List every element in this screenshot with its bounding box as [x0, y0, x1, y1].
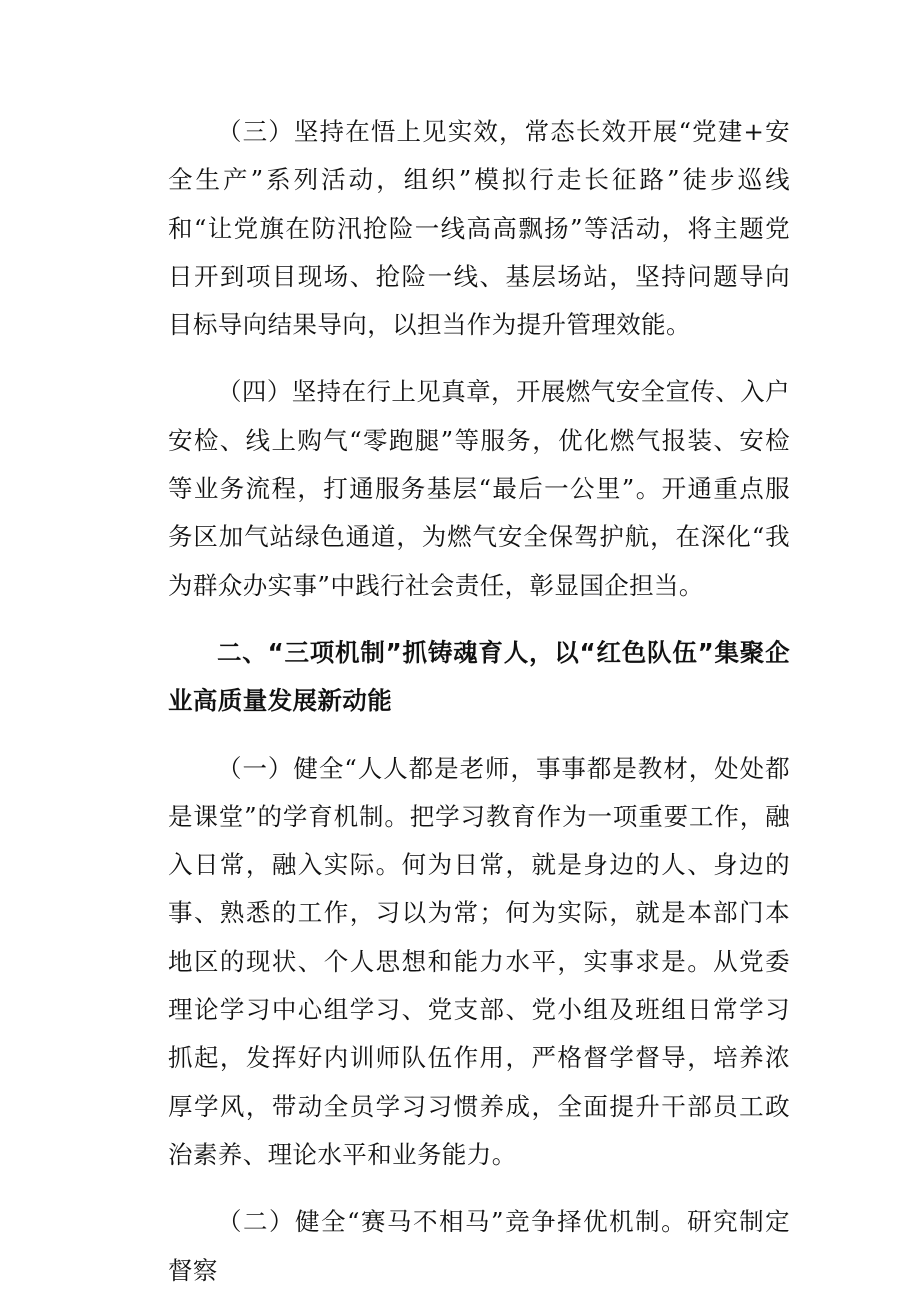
paragraph-three: （三）坚持在悟上见实效，常态长效开展“党建+安全生产”系列活动，组织”模拟行走长征路”徒步巡线和“让党旗在防汛抢险一线高高飘扬”等活动，将主题党日开到项目现场、抢险一线、基层场站，坚持问题导向目标导向结果导向，以担当作为提升管理效能。 [168, 117, 790, 340]
paragraph-one: （一）健全“人人都是老师，事事都是教材，处处都是课堂”的学育机制。把学习教育作为一项重要工作，融入日常，融入实际。何为日常，就是身边的人、身边的事、熟悉的工作，习以为常；何为实际，就是本部门本地区的现状、个人思想和能力水平，实事求是。从党委理论学习中心组学习、党支部、党小组及班组日常学习抓起，发挥好内训师队伍作用，严格督学督导，培养浓厚学风，带动全员学习习惯养成，全面提升干部员工政治素养、理论水平和业务能力。 [168, 753, 790, 1169]
section-heading-two: 二、“三项机制”抓铸魂育人，以“红色队伍”集聚企业高质量发展新动能 [168, 637, 790, 716]
document-body [168, 108, 790, 1295]
paragraph-two: （二）健全“赛马不相马”竞争择优机制。研究制定督察 [168, 1207, 790, 1285]
paragraph-four: （四）坚持在行上见真章，开展燃气安全宣传、入户安检、线上购气“零跑腿”等服务，优化燃气报装、安检等业务流程，打通服务基层“最后一公里”。开通重点服务区加气站绿色通道，为燃气安全保驾护航，在深化“我为群众办实事”中践行社会责任，彰显国企担当。 [168, 377, 790, 600]
